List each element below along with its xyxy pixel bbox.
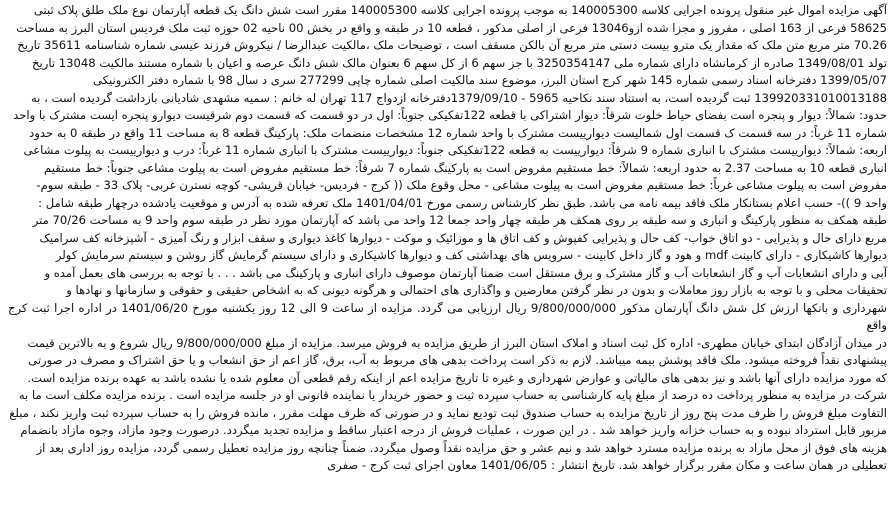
notice-line: 139920331010013188 ثبت گردیده است، به استناد سند نکاحیه 5965 - 1379/09/10دفترخانه ازدواج 117 تهران له خانم : سمیه مشهدی شادیانی بازداشت گردیده است ، به	[30, 90, 887, 105]
notice-line: مفروض است به پیلوت مشاعی غرباً: خط مستقیم مفروض است به پیلوت مشاعی - محل وقوع ملک (( کرج - فردیس- خیابان قریشی- کوچه نسترن غربی- پلاک 33 - طبقه سوم-	[36, 178, 887, 192]
notice-line: مزبور قابل استرداد نبوده و به حساب خزانه واریز خواهد شد . در این صورت ، عملیات فروش از درجه اعتبار ساقط و مزایده تجدید میگردد. درصورت وجود مازاد، وجوه مازاد بانضمام	[20, 423, 887, 437]
notice-line: شماره 11 غرباً: در سه قسمت ک قسمت اول شمالیست دیوارییست مشترک با واحد شماره 12 مشخصات منضمات ملک: پارکینگ قطعه 8 به مساحت 11 واقع در طبقه 0 به حدود	[29, 125, 887, 140]
notice-line: التفاوت مبلغ فروش را ظرف مدت پنج روز از تاریخ مزایده به حساب صندوق ثبت تودیع نماید و در صورتی که ظرف مهلت مقرر ، مانده فروش را به حساب سپرده ثبت واریز نکند ، مبلغ	[9, 405, 887, 420]
notice-line: 1399/05/07 دفترخانه اسناد رسمی شماره 145 شهر کرج استان البرز، موضوع سند مالکیت اصلی شماره چاپی 277299 سری د سال 98 با شماره دفتر الکترونیکی	[92, 73, 887, 87]
notice-line: اربعه: شمالاً: دیوارییست مشترک با انباری شماره 9 شرقاً: دیوارییست به قطعه 122تفکیکی جنوباً: دیوارییست مشترک با انباری شماره 11 غرباً: درب و دیوارییست به پیلوت مشاعی	[23, 143, 887, 157]
notice-line: تحقیقات محلی و با توجه به بازار روز معاملات و بدون در نظر گرفتن معارضین و واگذاری های احتمالی و هرگونه دیونی که به اشخاص حقیقی و حقوقی و سازمانها و نهادها و	[66, 283, 887, 297]
notice-line: طبقه همکف به منظور پارکینگ و انباری و سه طبقه بر روی همکف هر طبقه چهار واحد جمعا 12 واحد می باشد که آپارتمان مورد نظر در طبقه سوم واحد 9 به مساحت 70/26 متر	[32, 213, 887, 227]
notice-line: هزینه های فوق از محل مازاد به برنده مزایده مسترد خواهد شد و نیم عشر و حق مزایده نقداً وصول میگردد. ضمناً چنانچه روز مزایده تعطیل رسمی گردد، مزایده روز اداری بعد از	[36, 440, 887, 455]
notice-line: آگهی مزایده اموال غیر منقول پرونده اجرایی کلاسه 140005300 به موجب پرونده اجرایی کلاسه 140005300 مقرر است شش دانگ یک قطعه آپارتمان نوع ملک طلق پلاک ثبتی	[33, 3, 887, 17]
notice-line: شرکت در مزایده به منظور پرداخت ده درصد از مبلغ پایه کارشناسی به حساب سپرده ثبت و حضور خریدار یا نماینده قانونی او در جلسه مزایده است . برنده مزایده مکلف است ما به	[18, 388, 887, 402]
notice-line: در میدان آزادگان ابتدای خیابان مطهری- اداره کل ثبت اسناد و املاک استان البرز از طریق مزایده به فروش میرسد. مزایده از مبلغ 9/800/000/000 ریال شروع و به بالاترین قیمت	[27, 335, 887, 350]
notice-line: واحد 9 ))- حسب اعلام بستانکار ملک فاقد بیمه نامه می باشد. طبق نظر کارشناس رسمی مورخ 1401/04/01 ملک تعرفه شده به آدرس و موقعیت یادشده درچهار طبقه شامل :	[38, 195, 887, 210]
notice-line: آبی و دارای انشعابات آب و گاز انشعابات آب و گاز مشترک و برق مستقل است ضمنا آپارتمان موصوف دارای انباری و پارکینگ می باشد . . . با توجه به بررسی های بعمل آمده و	[44, 265, 887, 280]
notice-line: 70.26 متر مربع متن ملک که مقدار یک مترو بیست دستی متر مربع آن بالکن مسقف است ، توضیحات ملک ،مالکیت عبدالرضا / نیکروش فرزند عیسی شماره شناسنامه 35611 تاریخ	[17, 38, 887, 52]
notice-line: تولد 1349/08/01 صادره از کرمانشاه دارای شماره ملی 3250354147 با جز سهم 6 از کل سهم 6 بعنوان مالک شش دانگ عرصه و اعیان با شماره مستند مالکیت 13048 تاریخ	[32, 55, 887, 70]
notice-line: حدود: شمالاً: دیوار و پنجره است بفضای حیاط خلوت شرقاً: دیوار اشتراکی با قطعه 122تفکیکی جنوباً: اول در دو قسمت که قسمت دوم شرقیست دیوارو پنجره ایست مشترک با واحد	[13, 108, 887, 122]
notice-line: تعطیلی در همان ساعت و مکان مقرر برگزار خواهد شد. تاریخ انتشار : 1401/06/05 معاون اجرای ثبت کرج - صفری	[327, 458, 887, 472]
notice-line: شهرداری و بانکها ارزش کل شش دانگ آپارتمان مذکور 9/800/000/000 ریال ارزیابی می گردد. مزایده از ساعت 9 الی 12 روز یکشنبه مورخ 1401/06/20 در اداره اجرا ثبت کرج واقع	[8, 300, 888, 332]
notice-line: انباری قطعه 10 به مساحت 2.37 به حدود اربعه: شمالاً: خط مستقیم مفروض است به پارکینگ شماره 7 شرقاً: خط مستقیم مفروض است به پیلوت مشاعی جنوباً: خط مستقیم	[44, 160, 887, 175]
notice-line: دیوارها کاشیکاری - دارای کابینت mdf و هود و گاز داخل کابینت - سرویس های بهداشتی کف و دیوارها کاشیکاری و دارای سیستم گرمایش گاز روشن و سیستم سرمایش کولر	[55, 248, 887, 262]
notice-line: پیشنهادی نقداً فروخته میشود. ملک فاقد پوشش بیمه میباشد. لازم به ذکر است پرداخت بدهی های مربوط به آب، برق، گاز اعم از حق انشعاب و یا حق اشتراک و مصرف در صورتی	[28, 353, 887, 367]
notice-line: که مورد مزایده دارای آنها باشد و نیز بدهی های مالیاتی و عوارض شهرداری و غیره تا تاریخ مزایده اعم از اینکه رقم قطعی آن معلوم شده یا نشده باشد به عهده برنده مزایده است.	[27, 370, 887, 385]
notice-line: مربع دارای حال و پذیرایی - دو اتاق خواب- کف حال و پذیرایی کفپوش و کف اتاق ها و موزائیک و موکت - دیوارها کاغذ دیواری و سقف ابزار و رنگ آمیزی - آشپزخانه کف سرامیک	[39, 230, 887, 245]
notice-line: 58625 فرعی از 163 اصلی ، مفروز و مجزا شده ازو13046 فرعی از اصلی مذکور ، قطعه 10 در طبقه و واقع در بخش 00 ناحیه 02 حوزه ثبت ملک فردیس استان البرز به مساحت	[16, 20, 887, 35]
